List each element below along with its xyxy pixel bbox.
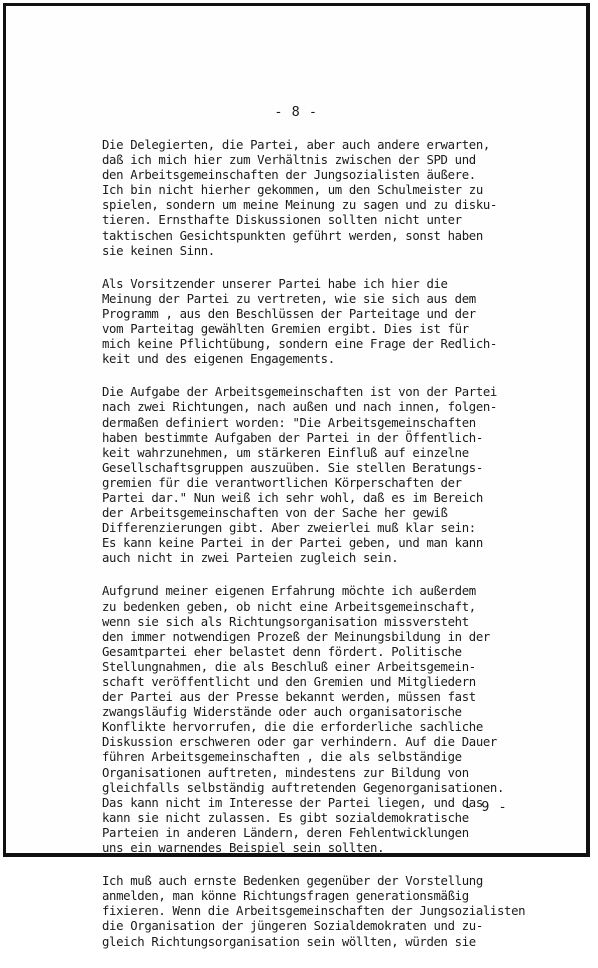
text-line: wenn sie sich als Richtungsorganisation missversteht [102,614,469,629]
text-line: Gesellschaftsgruppen auszuüben. Sie stellen Beratungs- [102,460,483,475]
text-line: gleich Richtungsorganisation sein wöllten, würden sie [102,934,476,949]
text-line: Differenzierungen gibt. Aber zweierlei muß klar sein: [102,521,476,536]
text-line: schaft veröffentlicht und den Gremien und Mitgliedern [102,675,476,689]
text-line: den immer notwendigen Prozeß der Meinungsbildung in der [102,629,490,644]
text-line: den Arbeitsgemeinschaften der Jungsozialisten äußere. [102,168,476,183]
text-line: Konflikte hervorrufen, die die erforderliche sachliche [102,720,483,735]
text-line: haben bestimmte Aufgaben der Partei in der Öffentlich- [102,430,483,445]
text-line: uns ein warnendes Beispiel sein sollten. [102,841,385,856]
text-line: vom Parteitag gewählten Gremien ergibt. Dies ist für [102,322,469,337]
text-line: anmelden, man könne Richtungsfragen generationsmäßig [102,889,469,904]
text-line: keit und des eigenen Engagements. [102,352,335,367]
paragraph-2 [102,277,522,368]
body-text [102,138,526,968]
text-line: der Arbeitsgemeinschaften von der Sache her gewiß [102,506,448,521]
text-line: führen Arbeitsgemeinschaften , die als selbständige [102,750,462,765]
text-line: gleichfalls selbständig auftretenden Gegenorganisationen. [102,780,505,795]
text-line: kann sie nicht zulassen. Es gibt sozialdemokratische [102,810,469,825]
document-page [3,3,590,949]
text-line: Gesamtpartei eher belastet denn fördert. Politische [102,644,462,659]
text-line: Aufgrund meiner eigenen Erfahrung möchte ich außerdem [102,584,476,599]
text-line: Partei dar." Nun weiß ich sehr wohl, daß es im Bereich [102,490,483,505]
paragraph-4 [102,584,522,856]
text-line: gremien für die verantwortlichen Körperschaften der [102,475,462,490]
text-line: Die Aufgabe der Arbeitsgemeinschaften ist von der Partei [102,385,497,400]
text-line: Ich muß auch ernste Bedenken gegenüber der Vorstellung [102,874,483,889]
text-line: taktischen Gesichtspunkten geführt werden, sonst haben [102,228,483,243]
paragraph-1 [102,138,522,259]
text-line: sie keinen Sinn. [102,243,215,258]
text-line: Organisationen auftreten, mindestens zur Bildung von [102,765,469,780]
text-line: nach zwei Richtungen, nach außen und nach innen, folgen- [102,400,497,415]
page-number-top: - 8 - [274,104,318,120]
text-line: fixieren. Wenn die Arbeitsgemeinschaften der Jungsozialisten [102,904,526,919]
text-line: spielen, sondern um meine Meinung zu sagen und zu disku- [102,198,497,213]
text-line: auch nicht in zwei Parteien zugleich sein. [102,551,399,566]
text-line: der Partei aus der Presse bekannt werden, müssen fast [102,690,476,705]
text-line: Programm , aus den Beschlüssen der Parteitage und der [102,306,476,321]
text-line: keit wahrzunehmen, um stärkeren Einfluß auf einzelne [102,445,469,460]
text-line: Diskussion erschweren oder gar verhindern. Auf die Dauer [102,735,497,750]
text-line: Es kann keine Partei in der Partei geben, und man kann [102,536,483,551]
text-line: Das kann nicht im Interesse der Partei liegen, und das [102,795,483,810]
text-line: zu bedenken geben, ob nicht eine Arbeitsgemeinschaft, [102,599,476,614]
text-line: Stellungnahmen, die als Beschluß einer Arbeitsgemein- [102,659,476,674]
text-line: Meinung der Partei zu vertreten, wie sie sich aus dem [102,291,476,306]
text-line: Ich bin nicht hierher gekommen, um den Schulmeister zu [102,183,483,198]
text-line: mich keine Pflichtübung, sondern eine Frage der Redlich- [102,337,497,352]
text-line: die Organisation der jüngeren Sozialdemokraten und zu- [102,919,483,934]
page-number-bottom: - 9 - [464,799,508,815]
text-line: dermaßen definiert worden: "Die Arbeitsgemeinschaften [102,415,476,430]
text-line: daß ich mich hier zum Verhältnis zwischen der SPD und [102,153,476,168]
text-line: Als Vorsitzender unserer Partei habe ich hier die [102,276,448,291]
text-line: zwangsläufig Widerstände oder auch organisatorische [102,705,462,720]
paragraph-5 [102,874,526,949]
text-line: Die Delegierten, die Partei, aber auch andere erwarten, [102,138,490,152]
text-line: Parteien in anderen Ländern, deren Fehlentwicklungen [102,825,469,840]
text-line: tieren. Ernsthafte Diskussionen sollten nicht unter [102,213,462,228]
paragraph-3 [102,385,522,566]
